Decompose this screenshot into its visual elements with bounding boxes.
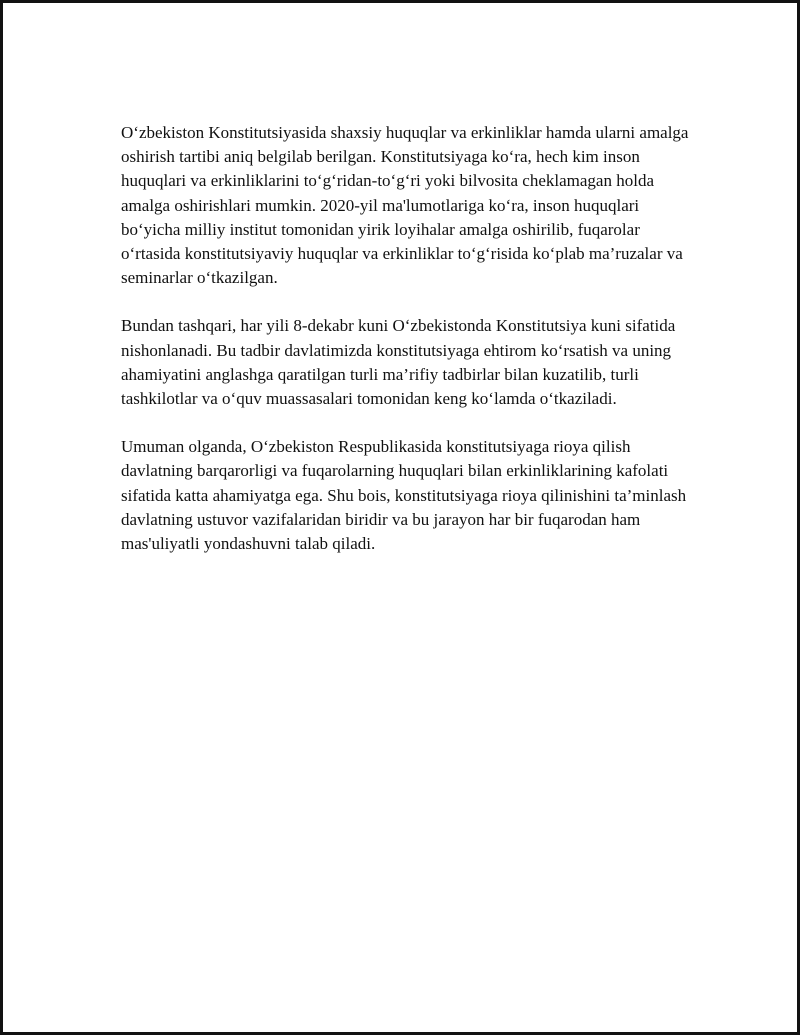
paragraph-conclusion: Umuman olganda, O‘zbekiston Respublikasida konstitutsiyaga rioya qilish davlatning barqarorligi va fuqarolarning huquqlari bilan erkinliklarining kafolati sifatida katta ahamiyatga ega. Shu bois, konstitutsiyaga rioya qilinishini ta’minlash davlatning ustuvor vazifalaridan biridir va bu jarayon har bir fuqarodan ham mas'uliyatli yondashuvni talab qiladi. [121,437,687,554]
document-body [121,121,691,580]
paragraph-constitution-day: Bundan tashqari, har yili 8-dekabr kuni O‘zbekistonda Konstitutsiya kuni sifatida nishonlanadi. Bu tadbir davlatimizda konstitutsiyaga ehtirom ko‘rsatish va uning ahamiyatini anglashga qaratilgan turli ma’rifiy tadbirlar bilan kuzatilib, turli tashkilotlar va o‘quv muassasalari tomonidan keng ko‘lamda o‘tkaziladi. [121,316,676,409]
paragraph-constitution-rights: O‘zbekiston Konstitutsiyasida shaxsiy huquqlar va erkinliklar hamda ularni amalga oshirish tartibi aniq belgilab berilgan. Konstitutsiyaga ko‘ra, hech kim inson huquqlari va erkinliklarini to‘g‘ridan-to‘g‘ri yoki bilvosita cheklamagan holda amalga oshirishlari mumkin. 2020-yil ma'lumotlariga ko‘ra, inson huquqlari bo‘yicha milliy institut tomonidan yirik loyihalar amalga oshirilib, fuqarolar o‘rtasida konstitutsiyaviy huquqlar va erkinliklar to‘g‘risida ko‘plab ma’ruzalar va seminarlar o‘tkazilgan. [121,123,689,288]
